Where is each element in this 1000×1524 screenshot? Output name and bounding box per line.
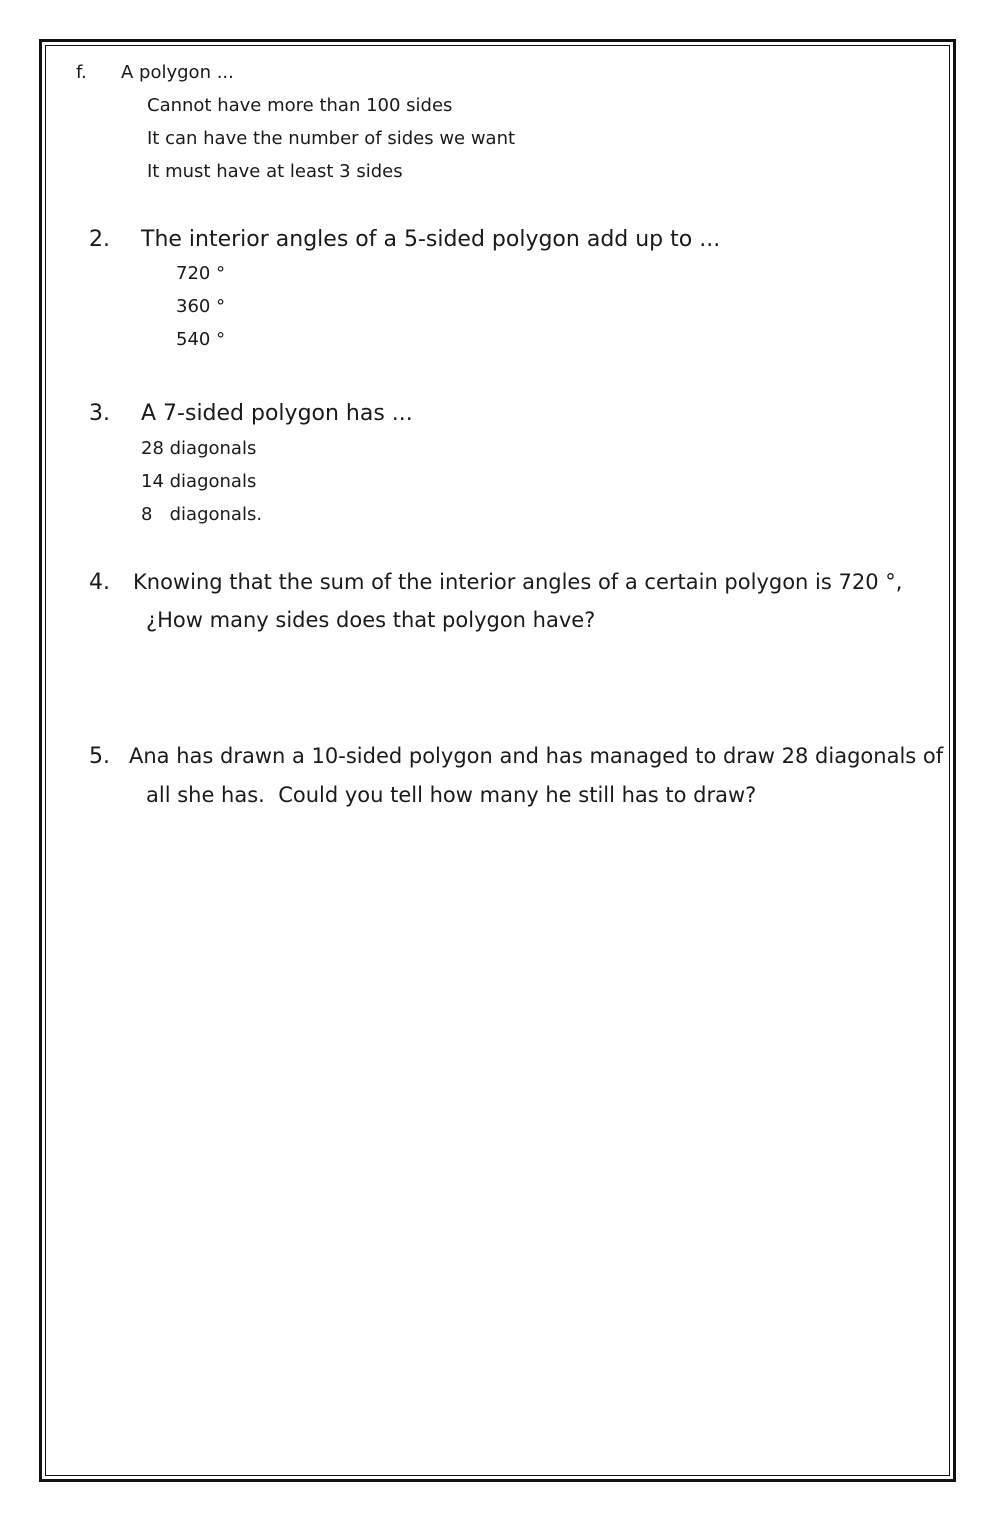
question-5-number: 5. — [89, 744, 110, 769]
question-3-option-1[interactable]: 28 diagonals — [141, 438, 257, 459]
question-2-number: 2. — [89, 227, 110, 252]
question-2-prompt: The interior angles of a 5-sided polygon add up to ... — [141, 227, 721, 252]
question-3-option-3[interactable]: 8 diagonals. — [141, 504, 263, 525]
question-f-option-1[interactable]: Cannot have more than 100 sides — [147, 95, 453, 116]
question-f-prompt: A polygon ... — [121, 62, 234, 83]
question-3-prompt: A 7-sided polygon has ... — [141, 401, 413, 426]
question-4-number: 4. — [89, 570, 110, 595]
question-2-option-3[interactable]: 540 ° — [176, 329, 226, 350]
question-5-line-2: all she has. Could you tell how many he still has to draw? — [146, 783, 757, 807]
question-2-option-1[interactable]: 720 ° — [176, 263, 226, 284]
question-3-option-2[interactable]: 14 diagonals — [141, 471, 257, 492]
question-2-option-2[interactable]: 360 ° — [176, 296, 226, 317]
question-f-option-3[interactable]: It must have at least 3 sides — [147, 161, 403, 182]
question-f-number: f. — [76, 62, 87, 83]
question-4-line-2: ¿How many sides does that polygon have? — [146, 608, 596, 632]
question-3-number: 3. — [89, 401, 110, 426]
question-4-line-1: Knowing that the sum of the interior angles of a certain polygon is 720 °, — [133, 570, 903, 594]
question-5-line-1: Ana has drawn a 10-sided polygon and has managed to draw 28 diagonals of — [129, 744, 944, 768]
question-f-option-2[interactable]: It can have the number of sides we want — [147, 128, 516, 149]
